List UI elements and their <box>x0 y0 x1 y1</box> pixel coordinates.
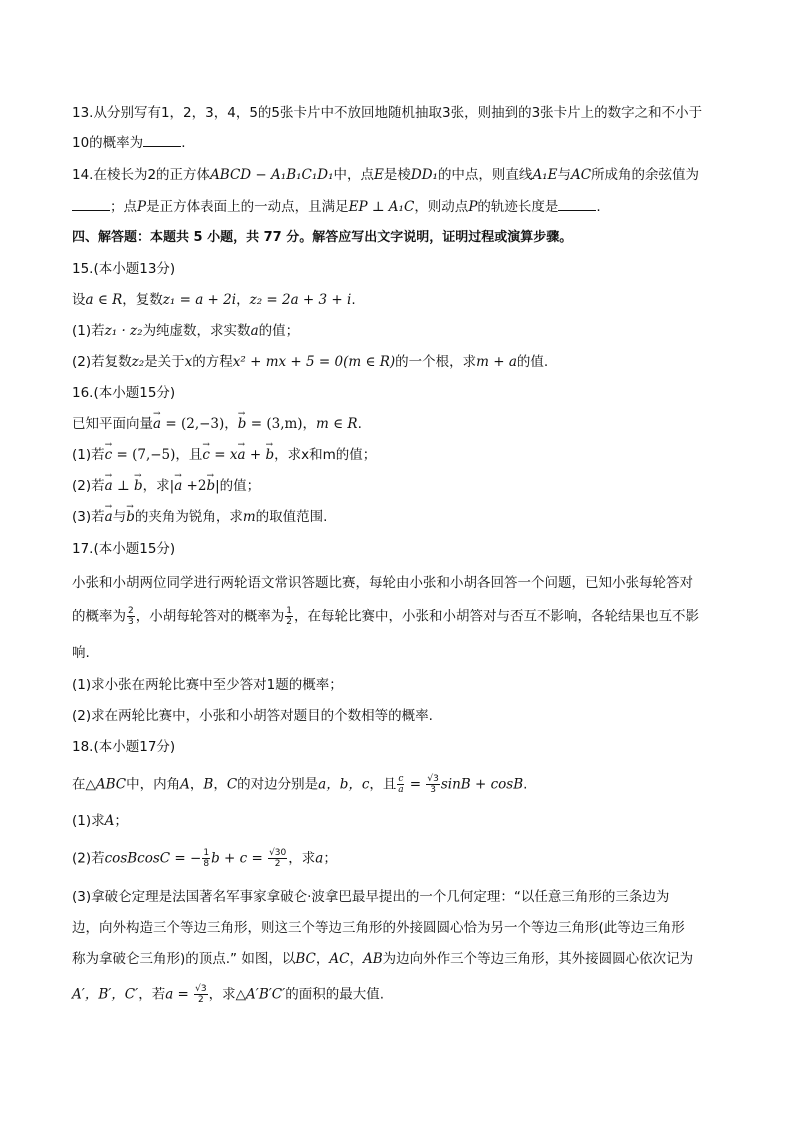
q18-s7: . <box>523 776 528 793</box>
q16-p3va: → a <box>105 508 113 526</box>
q16-p1vb: → b <box>265 446 274 464</box>
q18-B: B <box>203 776 214 793</box>
q15-p1m: z₁ · z₂ <box>104 323 143 339</box>
q15-s2: a ∈ R <box>85 292 123 308</box>
q14-t7: ；点 <box>110 199 137 215</box>
q18-p2b: ，求 <box>288 850 316 867</box>
q15-s4: z₁ = a + 2i <box>162 292 237 308</box>
q18-p3l4a: ，若 <box>138 986 166 1003</box>
q16-p1vc: → c <box>105 446 113 464</box>
q15-stem <box>72 291 734 309</box>
q18-part3-line1: (3)拿破仑定理是法国著名军事家拿破仑·波拿巴最早提出的一个几何定理：“以任意三角形的三条边为 <box>72 889 670 905</box>
q17-part2: (2)求在两轮比赛中，小张和小胡答对题目的个数相等的概率. <box>72 708 433 724</box>
q18-p3eq: a = <box>165 986 194 1003</box>
q18-p2a2: a <box>315 850 324 867</box>
q18-p2eq2: b + c = <box>211 850 268 867</box>
q18-part1 <box>72 812 734 830</box>
q16-p2vb: → b <box>134 477 143 495</box>
q15-p2c: 的方程 <box>192 354 233 370</box>
q14-P2: P <box>468 199 478 215</box>
q15-p2ma: m + a <box>476 354 517 370</box>
q14-cond: EP ⊥ A₁C <box>348 199 415 215</box>
q16-p2d: |的值； <box>215 478 261 494</box>
q18-p1A: A <box>104 813 115 829</box>
frac-den: 2 <box>198 995 204 1005</box>
q14-DD1: DD₁ <box>410 167 438 183</box>
q16-m: m ∈ R <box>316 416 358 432</box>
q14-t5: 与 <box>557 167 571 183</box>
q18-p3l4b: ，求 <box>208 986 236 1003</box>
q15-s7: . <box>351 292 356 308</box>
q16-p2va: → a <box>105 477 113 495</box>
q14-cube: ABCD − A₁B₁C₁D₁ <box>210 167 334 183</box>
q17-stem2 <box>72 606 734 627</box>
q18-C: C <box>226 776 238 793</box>
q14-t6: 所成角的余弦值为 <box>591 167 700 183</box>
q18-p3l3a: 称为拿破仑三角形)的顶点.” 如图，以 <box>72 951 296 967</box>
q18-part2 <box>72 848 734 869</box>
q14-t4: 的中点，则直线 <box>437 167 533 183</box>
section-heading: 四、解答题：本题共 5 小题，共 77 分。解答应写出文字说明，证明过程或演算步骤。 <box>72 230 573 245</box>
q14-t8: 是正方体表面上的一动点，且满足 <box>146 199 349 215</box>
q16-va: → a <box>153 415 161 433</box>
q15-p1a2: a <box>250 323 259 339</box>
q15-s1: 设 <box>72 292 86 308</box>
q17-s2c: ，在每轮比赛中，小张和小胡答对与否互不影响，各轮结果也互不影 <box>293 608 699 625</box>
q18-abc: a，b，c <box>318 776 370 793</box>
frac-num: c <box>398 774 404 784</box>
q13-text1: 13.从分别写有1，2，3，4，5的5张卡片中不放回地随机抽取3张，则抽到的3张卡片上的数字之和不小于 <box>72 105 703 121</box>
q18-p2eq: cosBcosC = − <box>104 850 202 867</box>
q14-A1E: A₁E <box>532 167 558 183</box>
q16-p3c: 的夹角为锐角，求 <box>134 509 243 525</box>
q16-s2: . <box>357 416 362 432</box>
q16-eq2: = (3,m)， <box>246 416 317 432</box>
q15-part1 <box>72 322 734 340</box>
q18-part3-line3 <box>72 950 734 968</box>
q16-p1b: ，求x和m的值； <box>274 447 377 463</box>
q16-p2perp: ⊥ <box>112 478 134 494</box>
q18-BC: BC <box>295 951 316 967</box>
q18-tri: △ABC <box>85 776 127 793</box>
q15-p2a: (2)若复数 <box>72 354 132 370</box>
q16-p2a: (2)若 <box>72 478 105 494</box>
q16-p2va2: → a <box>174 477 182 495</box>
q16-p3m: m <box>242 509 256 525</box>
answer-blank <box>143 134 181 147</box>
q18-pts: A′，B′，C′ <box>72 986 139 1003</box>
frac-num: 2 <box>128 606 134 616</box>
q14-line1 <box>72 166 734 184</box>
fraction-one-half <box>285 606 293 627</box>
q16-p1a: (1)若 <box>72 447 105 463</box>
q18-AC: AC <box>329 951 350 967</box>
frac-num: √3 <box>427 774 439 784</box>
q17-part1: (1)求小张在两轮比赛中至少答对1题的概率； <box>72 677 343 693</box>
frac-den: 3 <box>128 617 134 627</box>
q14-t9: ，则动点 <box>414 199 469 215</box>
fraction-root3-over-3 <box>426 774 439 795</box>
frac-num: 1 <box>286 606 292 616</box>
frac-num: √30 <box>269 848 287 858</box>
q16-part1 <box>72 446 734 464</box>
q18-p3l3d: 为边向外作三个等边三角形，其外接圆圆心依次记为 <box>382 951 694 967</box>
q15-title: 15.(本小题13分) <box>72 261 176 277</box>
frac-den: 8 <box>203 859 210 869</box>
frac-num: √3 <box>195 984 207 994</box>
q18-p3l3c: ， <box>349 951 363 967</box>
q18-s4: ， <box>213 776 227 793</box>
q16-p3d: 的取值范围. <box>255 509 328 525</box>
q18-tri2: △A′B′C′ <box>235 986 286 1003</box>
q18-part3-line2: 边，向外构造三个等边三角形，则这三个等边三角形的外接圆圆心恰为另一个等边三角形(此等边三角形 <box>72 920 685 936</box>
q15-p1b: 为纯虚数，求实数 <box>142 323 251 339</box>
q18-s6: ，且 <box>369 776 397 793</box>
q18-s2: 中，内角 <box>126 776 181 793</box>
q15-s6: z₂ = 2a + 3 + i <box>249 292 352 308</box>
fraction-root3-over-2 <box>194 984 207 1005</box>
answer-blank <box>72 198 110 211</box>
q18-s3: ， <box>189 776 204 793</box>
q13-line1 <box>72 104 734 122</box>
q16-p1eq: = (7,−5)，且 <box>112 447 203 463</box>
q16-p2b: ，求| <box>142 478 175 494</box>
q18-A: A <box>180 776 190 793</box>
q15-p1a: (1)若 <box>72 323 105 339</box>
q18-eqa: = <box>405 776 426 793</box>
frac-den: 2 <box>274 859 281 869</box>
q14-t11: . <box>596 199 601 215</box>
q16-eq1: = (2,−3)， <box>161 416 238 432</box>
q14-E: E <box>374 167 384 183</box>
q18-s5: 的对边分别是 <box>237 776 319 793</box>
q18-p3l3b: ， <box>315 951 330 967</box>
q16-vb: → b <box>238 415 247 433</box>
q16-p2vb2: → b <box>206 477 215 495</box>
q16-p3b: 与 <box>112 509 127 525</box>
q17-title: 17.(本小题15分) <box>72 541 176 557</box>
q18-part3-line4 <box>72 984 734 1005</box>
frac-den: 3 <box>430 785 436 795</box>
q16-title: 16.(本小题15分) <box>72 385 176 401</box>
q16-part2 <box>72 477 734 495</box>
answer-blank <box>558 198 596 211</box>
q15-s5: ， <box>236 292 250 308</box>
fraction-two-thirds <box>127 606 135 627</box>
q14-P: P <box>137 199 147 215</box>
q15-part2 <box>72 353 734 371</box>
q15-p1c: 的值； <box>258 323 300 339</box>
q18-AB: AB <box>362 951 383 967</box>
q16-p1va: → a <box>237 446 245 464</box>
q17-stem1: 小张和小胡两位同学进行两轮语文常识答题比赛，每轮由小张和小胡各回答一个问题，已知小张每轮答对 <box>72 575 693 591</box>
fraction-root30-over-2 <box>268 848 287 869</box>
q16-stem <box>72 415 734 433</box>
q16-p3a: (3)若 <box>72 509 105 525</box>
q16-p1plus: + <box>245 447 266 463</box>
q13-text3: . <box>181 135 186 151</box>
q18-p3l4c: 的面积的最大值. <box>285 986 384 1003</box>
q18-p1a: (1)求 <box>72 813 105 829</box>
q15-p2z: z₂ <box>131 354 145 370</box>
q16-s1: 已知平面向量 <box>72 416 153 432</box>
q18-s1: 在 <box>72 776 86 793</box>
q18-p1b: ； <box>114 813 128 829</box>
q16-part3 <box>72 508 734 526</box>
q15-p2x: x <box>184 354 193 370</box>
fraction-one-eighth <box>202 848 210 869</box>
frac-num: 1 <box>203 848 210 858</box>
q14-t2: 中，点 <box>333 167 375 183</box>
q15-p2d: 的一个根，求 <box>395 354 477 370</box>
q14-line2 <box>72 198 734 216</box>
q15-p2e: 的值. <box>516 354 549 370</box>
q17-stem3: 响. <box>72 645 90 661</box>
q15-p2b: 是关于 <box>144 354 185 370</box>
q18-eqb: sinB + cosB <box>440 776 524 793</box>
q13-text2: 10的概率为 <box>72 135 144 151</box>
q13-line2 <box>72 134 734 152</box>
fraction-c-over-a <box>397 774 404 795</box>
q14-t1: 14.在棱长为2的正方体 <box>72 167 211 183</box>
q17-s2a: 的概率为 <box>72 608 126 625</box>
frac-den: 2 <box>286 617 292 627</box>
q16-p1eq2: = x <box>209 447 238 463</box>
q14-AC: AC <box>570 167 592 183</box>
q18-p2a: (2)若 <box>72 850 105 867</box>
q17-s2b: ，小胡每轮答对的概率为 <box>135 608 285 625</box>
q18-p2c: ； <box>323 850 337 867</box>
q18-title: 18.(本小题17分) <box>72 739 176 755</box>
frac-den: a <box>398 785 404 795</box>
q15-p2eq: x² + mx + 5 = 0(m ∈ R) <box>232 354 396 370</box>
q16-p1vc2: → c <box>202 446 210 464</box>
q15-s3: ，复数 <box>122 292 163 308</box>
q18-stem <box>72 774 734 795</box>
q16-p2c: +2 <box>182 478 207 494</box>
q14-t10: 的轨迹长度是 <box>477 199 559 215</box>
q14-t3: 是棱 <box>383 167 411 183</box>
q16-p3vb: → b <box>126 508 135 526</box>
